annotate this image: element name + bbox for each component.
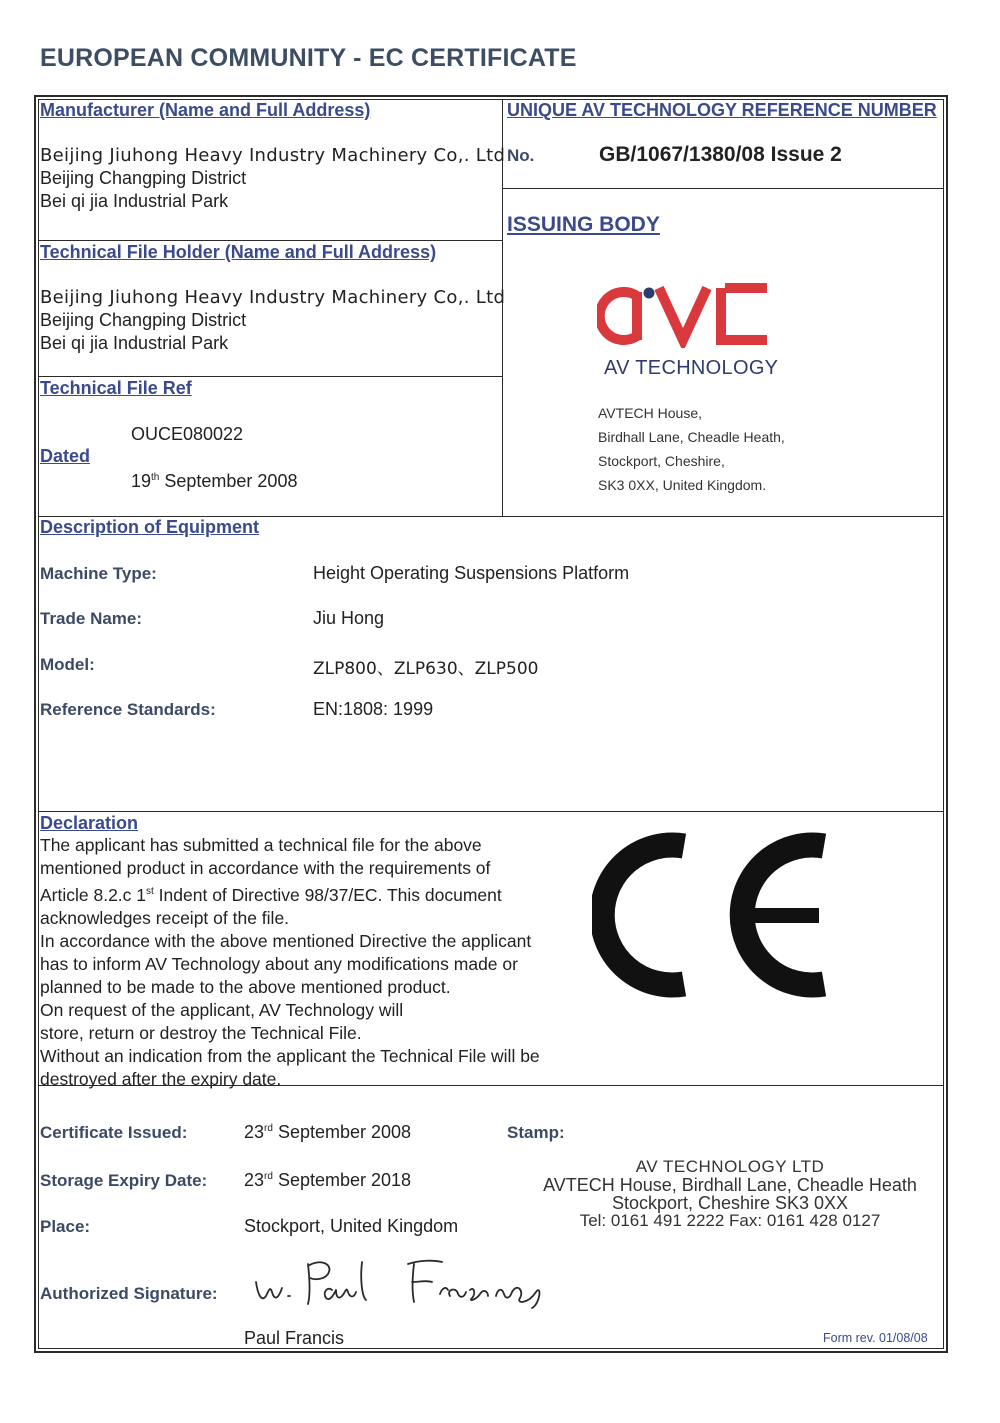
declaration-line: has to inform AV Technology about any modifications made or	[40, 953, 518, 974]
authorized-signature-label: Authorized Signature:	[40, 1284, 218, 1303]
declaration-line-sup: st	[146, 886, 154, 897]
issued-rest: September 2008	[272, 1122, 412, 1142]
reference-no-label: No.	[507, 146, 535, 165]
declaration-line: In accordance with the above mentioned Directive the applicant	[40, 930, 532, 951]
expiry-suffix: rd	[264, 1171, 273, 1182]
declaration-line: store, return or destroy the Technical File.	[40, 1022, 362, 1043]
declaration-heading: Declaration	[40, 813, 139, 833]
reference-standards-value: EN:1808: 1999	[313, 699, 434, 719]
manufacturer-line: Beijing Jiuhong Heavy Industry Machinery Co,. Ltd	[40, 145, 506, 166]
manufacturer-heading: Manufacturer (Name and Full Address)	[40, 100, 371, 120]
file-ref-value: OUCE080022	[131, 424, 244, 444]
model-value: ZLP800、ZLP630、ZLP500	[313, 659, 539, 679]
issuing-body-address-line: Stockport, Cheshire,	[598, 453, 725, 469]
manufacturer-line: Bei qi jia Industrial Park	[40, 191, 229, 211]
model-label: Model:	[40, 655, 95, 674]
stamp-label: Stamp:	[507, 1123, 565, 1142]
dated-heading: Dated	[40, 446, 91, 466]
reference-number: GB/1067/1380/08 Issue 2	[599, 143, 842, 166]
declaration-line: planned to be made to the above mentioned product.	[40, 976, 451, 997]
issuing-body-heading: ISSUING BODY	[507, 213, 660, 236]
issuing-body-address-line: SK3 0XX, United Kingdom.	[598, 477, 767, 493]
row-divider	[38, 811, 944, 812]
declaration-line-part: Article 8.2.c 1	[40, 884, 147, 905]
declaration-text	[40, 834, 540, 1091]
machine-type-label: Machine Type:	[40, 564, 157, 583]
file-holder-line: Beijing Jiuhong Heavy Industry Machinery Co,. Ltd	[40, 287, 506, 308]
stamp-line: AV TECHNOLOGY LTD	[635, 1157, 825, 1176]
company-stamp	[520, 1158, 940, 1230]
stamp-line: AVTECH House, Birdhall Lane, Cheadle Heath	[543, 1175, 917, 1195]
manufacturer-line: Beijing Changping District	[40, 168, 247, 188]
expiry-day: 23	[244, 1170, 265, 1190]
declaration-line: acknowledges receipt of the file.	[40, 907, 290, 928]
storage-expiry-label: Storage Expiry Date:	[40, 1171, 208, 1190]
manufacturer-address	[40, 144, 505, 213]
reference-standards-label: Reference Standards:	[40, 700, 216, 719]
ce-mark-icon	[592, 832, 832, 998]
trade-name-value: Jiu Hong	[313, 608, 385, 628]
file-holder-line: Bei qi jia Industrial Park	[40, 333, 229, 353]
declaration-line-part: Indent of Directive 98/37/EC. This document	[153, 884, 502, 905]
dated-day: 19	[131, 471, 152, 491]
declaration-line	[40, 880, 540, 907]
signatory-name: Paul Francis	[244, 1328, 345, 1348]
dated-value	[131, 471, 297, 492]
reference-heading: UNIQUE AV TECHNOLOGY REFERENCE NUMBER	[507, 100, 937, 120]
declaration-line: mentioned product in accordance with the requirements of	[40, 858, 491, 878]
issued-day: 23	[244, 1122, 265, 1142]
row-divider	[38, 376, 502, 377]
form-revision: Form rev. 01/08/08	[823, 1331, 928, 1345]
place-label: Place:	[40, 1217, 91, 1236]
row-divider	[38, 240, 502, 241]
storage-expiry-value	[244, 1170, 411, 1191]
issuing-body-address	[598, 401, 785, 497]
place-value: Stockport, United Kingdom	[244, 1216, 459, 1236]
stamp-line: Stockport, Cheshire SK3 0XX	[611, 1193, 849, 1213]
declaration-line: On request of the applicant, AV Technology will	[40, 999, 404, 1020]
issued-suffix: rd	[264, 1123, 273, 1134]
expiry-rest: September 2018	[272, 1170, 412, 1190]
declaration-line: destroyed after the expiry date.	[40, 1068, 282, 1089]
issuing-body-address-line: Birdhall Lane, Cheadle Heath,	[598, 429, 785, 445]
file-ref-heading: Technical File Ref	[40, 378, 192, 398]
certificate-issued-value	[244, 1122, 411, 1143]
row-divider	[502, 188, 944, 189]
declaration-line: Without an indication from the applicant the Technical File will be	[40, 1045, 540, 1066]
page-title: EUROPEAN COMMUNITY - EC CERTIFICATE	[40, 44, 577, 72]
issuing-body-name: AV TECHNOLOGY	[604, 357, 779, 379]
stamp-line: Tel: 0161 491 2222 Fax: 0161 428 0127	[579, 1211, 881, 1230]
equipment-heading: Description of Equipment	[40, 517, 260, 537]
file-holder-address	[40, 286, 505, 355]
certificate-issued-label: Certificate Issued:	[40, 1123, 188, 1142]
machine-type-value: Height Operating Suspensions Platform	[313, 563, 630, 583]
trade-name-label: Trade Name:	[40, 609, 143, 628]
signature-icon	[250, 1252, 550, 1314]
dated-rest: September 2008	[159, 471, 298, 491]
declaration-line: The applicant has submitted a technical file for the above	[40, 835, 482, 855]
file-holder-heading: Technical File Holder (Name and Full Address)	[40, 242, 437, 262]
file-holder-line: Beijing Changping District	[40, 310, 247, 330]
issuing-body-address-line: AVTECH House,	[598, 405, 702, 421]
dated-suffix: th	[151, 472, 160, 483]
avt-logo-icon	[597, 278, 777, 348]
